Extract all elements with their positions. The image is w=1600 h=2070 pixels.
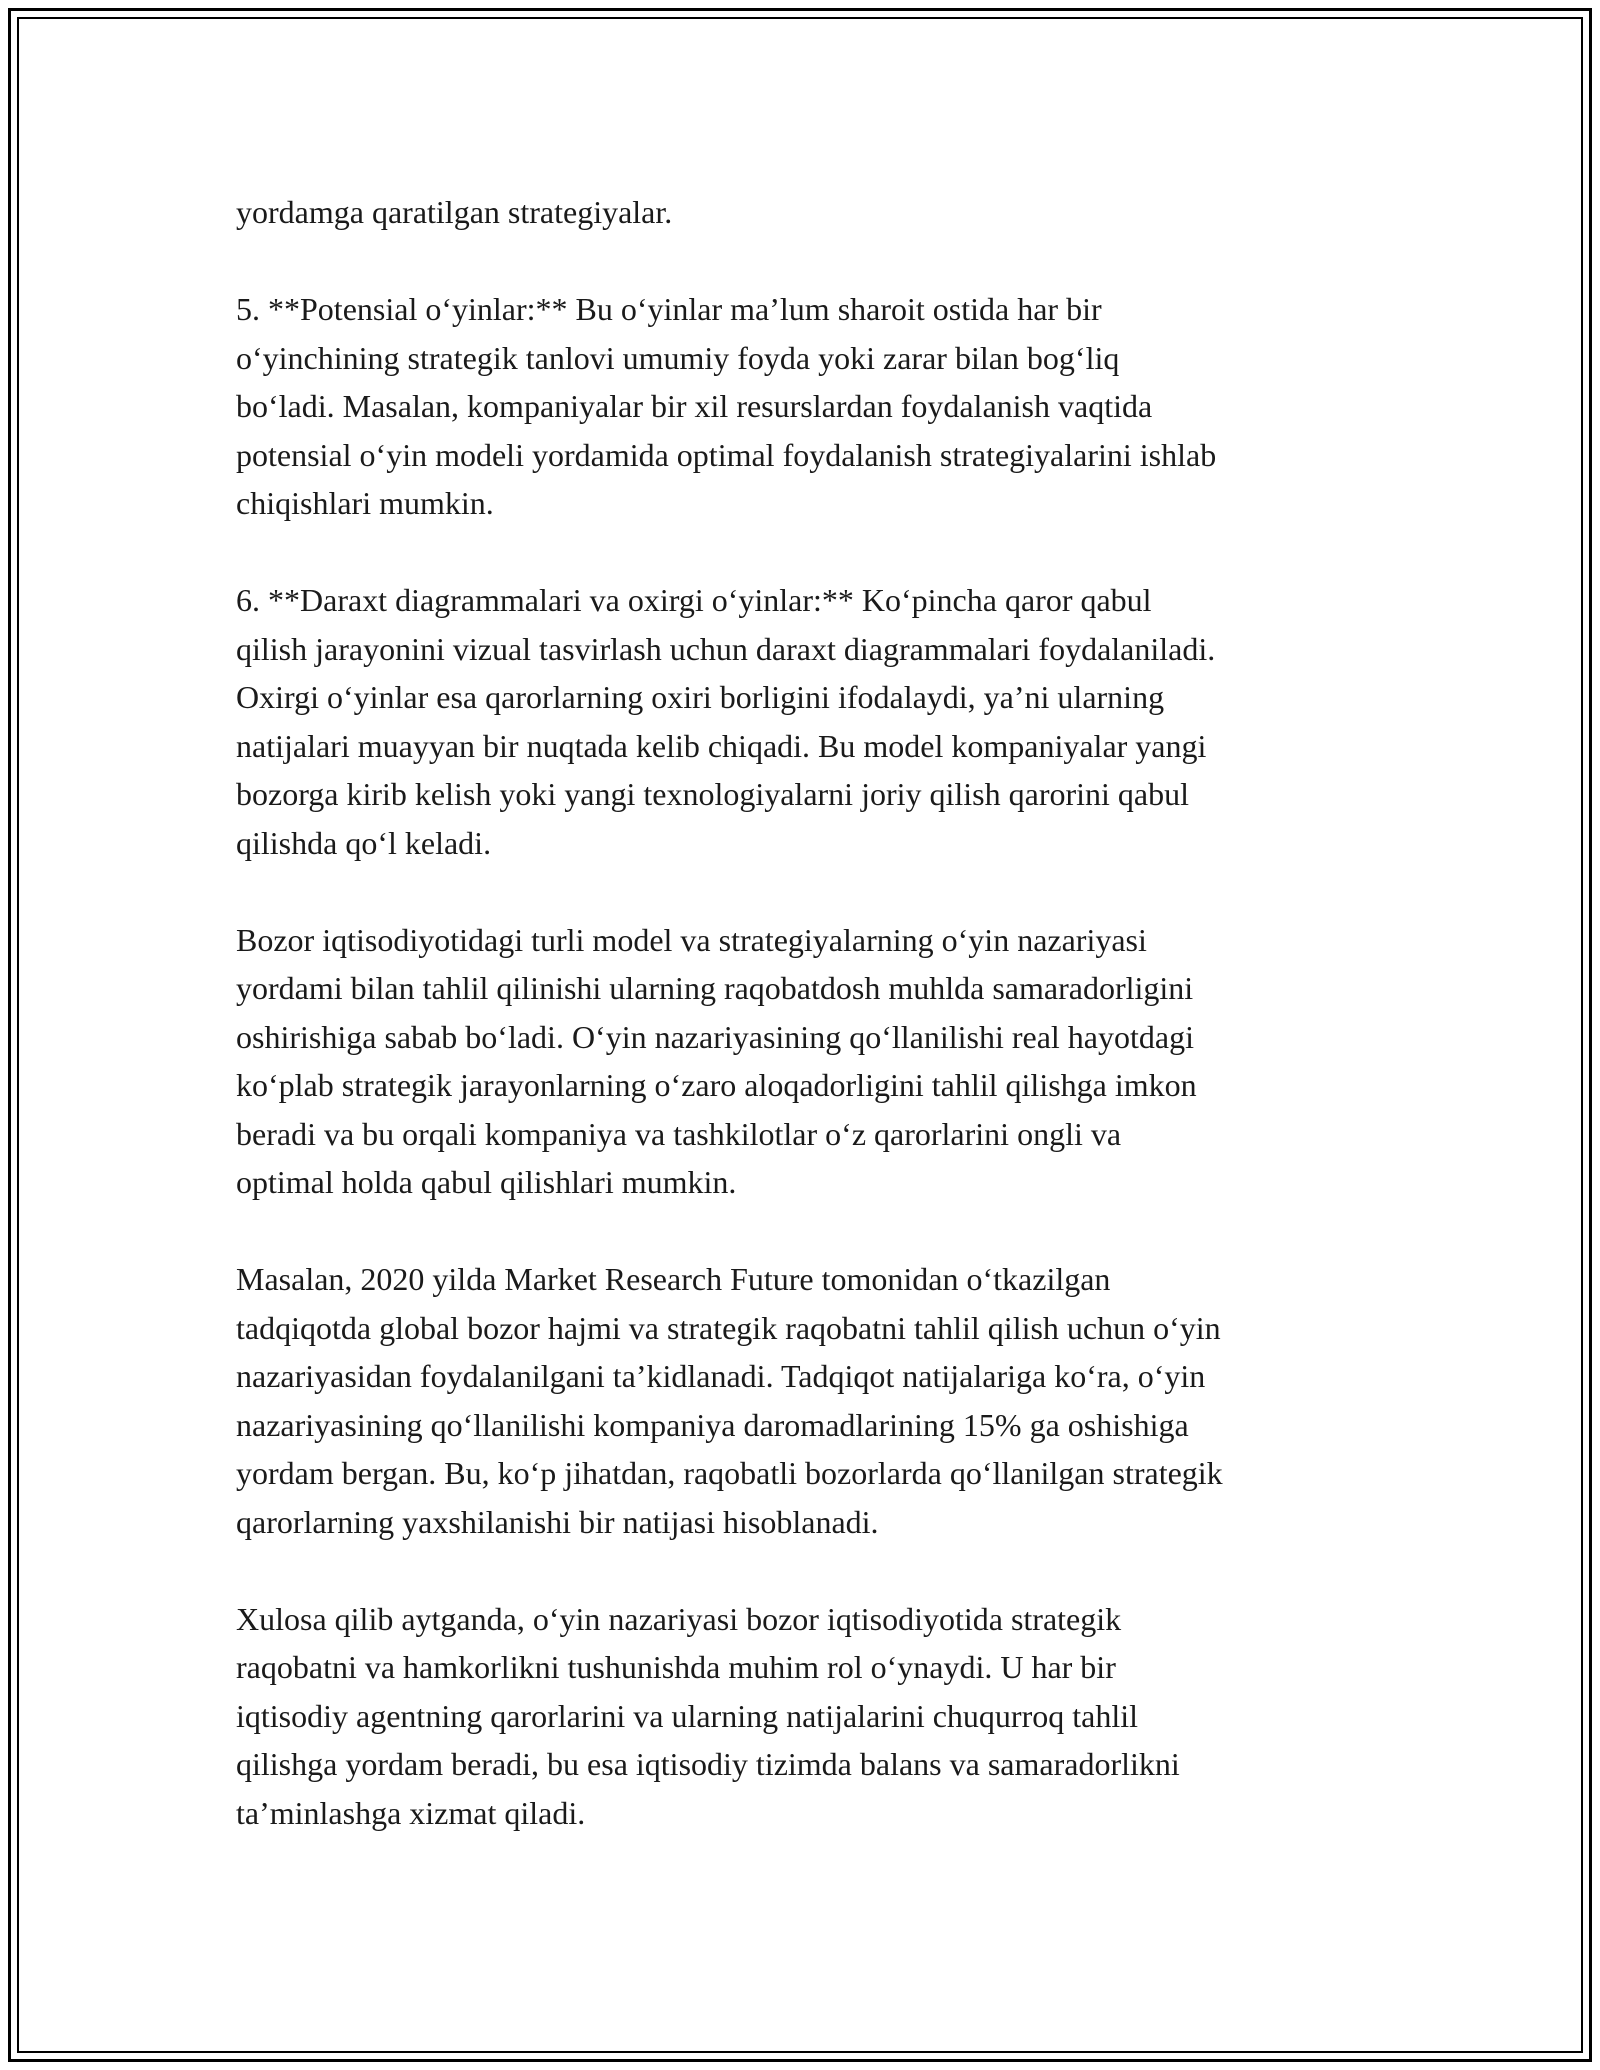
text-line: o‘yinchining strategik tanlovi umumiy foyda yoki zarar bilan bog‘liq — [236, 339, 1120, 376]
paragraph-gap — [236, 867, 1376, 916]
paragraph-item-5 — [236, 285, 1376, 528]
text-line: yordamga qaratilgan strategiyalar. — [236, 194, 673, 230]
paragraph-gap — [236, 1207, 1376, 1256]
text-line: qarorlarning yaxshilanishi bir natijasi hisoblanadi. — [236, 1503, 879, 1540]
text-line: 6. **Daraxt diagrammalari va oxirgi o‘yinlar:** Ko‘pincha qaror qabul — [236, 582, 1152, 618]
paragraph-item-6 — [236, 576, 1376, 867]
paragraph-gap — [236, 1546, 1376, 1595]
text-line: iqtisodiy agentning qarorlarini va ularning natijalarini chuqurroq tahlil — [236, 1697, 1138, 1734]
paragraph-gap — [236, 237, 1376, 286]
text-line: bo‘ladi. Masalan, kompaniyalar bir xil resurslardan foydalanish vaqtida — [236, 388, 1153, 424]
text-line: 5. **Potensial o‘yinlar:** Bu o‘yinlar ma’lum sharoit ostida har bir — [236, 291, 1102, 327]
text-line: beradi va bu orqali kompaniya va tashkilotlar o‘z qarorlarini ongli va — [236, 1115, 1122, 1152]
paragraph-gap — [236, 528, 1376, 577]
document-body — [236, 188, 1376, 1837]
text-line: Masalan, 2020 yilda Market Research Future tomonidan o‘tkazilgan — [236, 1261, 1111, 1297]
text-line: nazariyasining qo‘llanilishi kompaniya daromadlarining 15% ga oshishiga — [236, 1406, 1189, 1443]
paragraph-masalan — [236, 1255, 1376, 1546]
text-line: natijalari muayyan bir nuqtada kelib chiqadi. Bu model kompaniyalar yangi — [236, 727, 1207, 764]
text-line: qilish jarayonini vizual tasvirlash uchun daraxt diagrammalari foydalaniladi. — [236, 630, 1216, 667]
text-line: nazariyasidan foydalanilgani ta’kidlanadi. Tadqiqot natijalariga ko‘ra, o‘yin — [236, 1358, 1206, 1394]
text-line: Oxirgi o‘yinlar esa qarorlarning oxiri borligini ifodalaydi, ya’ni ularning — [236, 679, 1165, 715]
text-line: Bozor iqtisodiyotidagi turli model va strategiyalarning o‘yin nazariyasi — [236, 921, 1147, 958]
paragraph-bozor — [236, 916, 1376, 1207]
text-line: bozorga kirib kelish yoki yangi texnologiyalarni joriy qilish qarorini qabul — [236, 776, 1190, 812]
text-line: ta’minlashga xizmat qiladi. — [236, 1794, 586, 1831]
text-line: ko‘plab strategik jarayonlarning o‘zaro aloqadorligini tahlil qilishga imkon — [236, 1067, 1197, 1103]
text-line: yordami bilan tahlil qilinishi ularning raqobatdosh muhlda samaradorligini — [236, 970, 1194, 1006]
text-line: oshirishiga sabab bo‘ladi. O‘yin nazariyasining qo‘llanilishi real hayotdagi — [236, 1018, 1194, 1055]
text-line: potensial o‘yin modeli yordamida optimal foydalanish strategiyalarini ishlab — [236, 436, 1217, 473]
text-line: Xulosa qilib aytganda, o‘yin nazariyasi bozor iqtisodiyotida strategik — [236, 1600, 1122, 1637]
text-line: optimal holda qabul qilishlari mumkin. — [236, 1164, 737, 1200]
text-line: tadqiqotda global bozor hajmi va strategik raqobatni tahlil qilish uchun o‘yin — [236, 1309, 1221, 1346]
text-line: qilishda qo‘l keladi. — [236, 824, 492, 861]
paragraph-xulosa — [236, 1595, 1376, 1838]
text-line: yordam bergan. Bu, ko‘p jihatdan, raqobatli bozorlarda qo‘llanilgan strategik — [236, 1455, 1223, 1491]
text-line: raqobatni va hamkorlikni tushunishda muhim rol o‘ynaydi. U har bir — [236, 1649, 1116, 1685]
text-line: qilishga yordam beradi, bu esa iqtisodiy tizimda balans va samaradorlikni — [236, 1746, 1180, 1782]
text-line: chiqishlari mumkin. — [236, 485, 494, 521]
paragraph-continuation — [236, 188, 1376, 237]
